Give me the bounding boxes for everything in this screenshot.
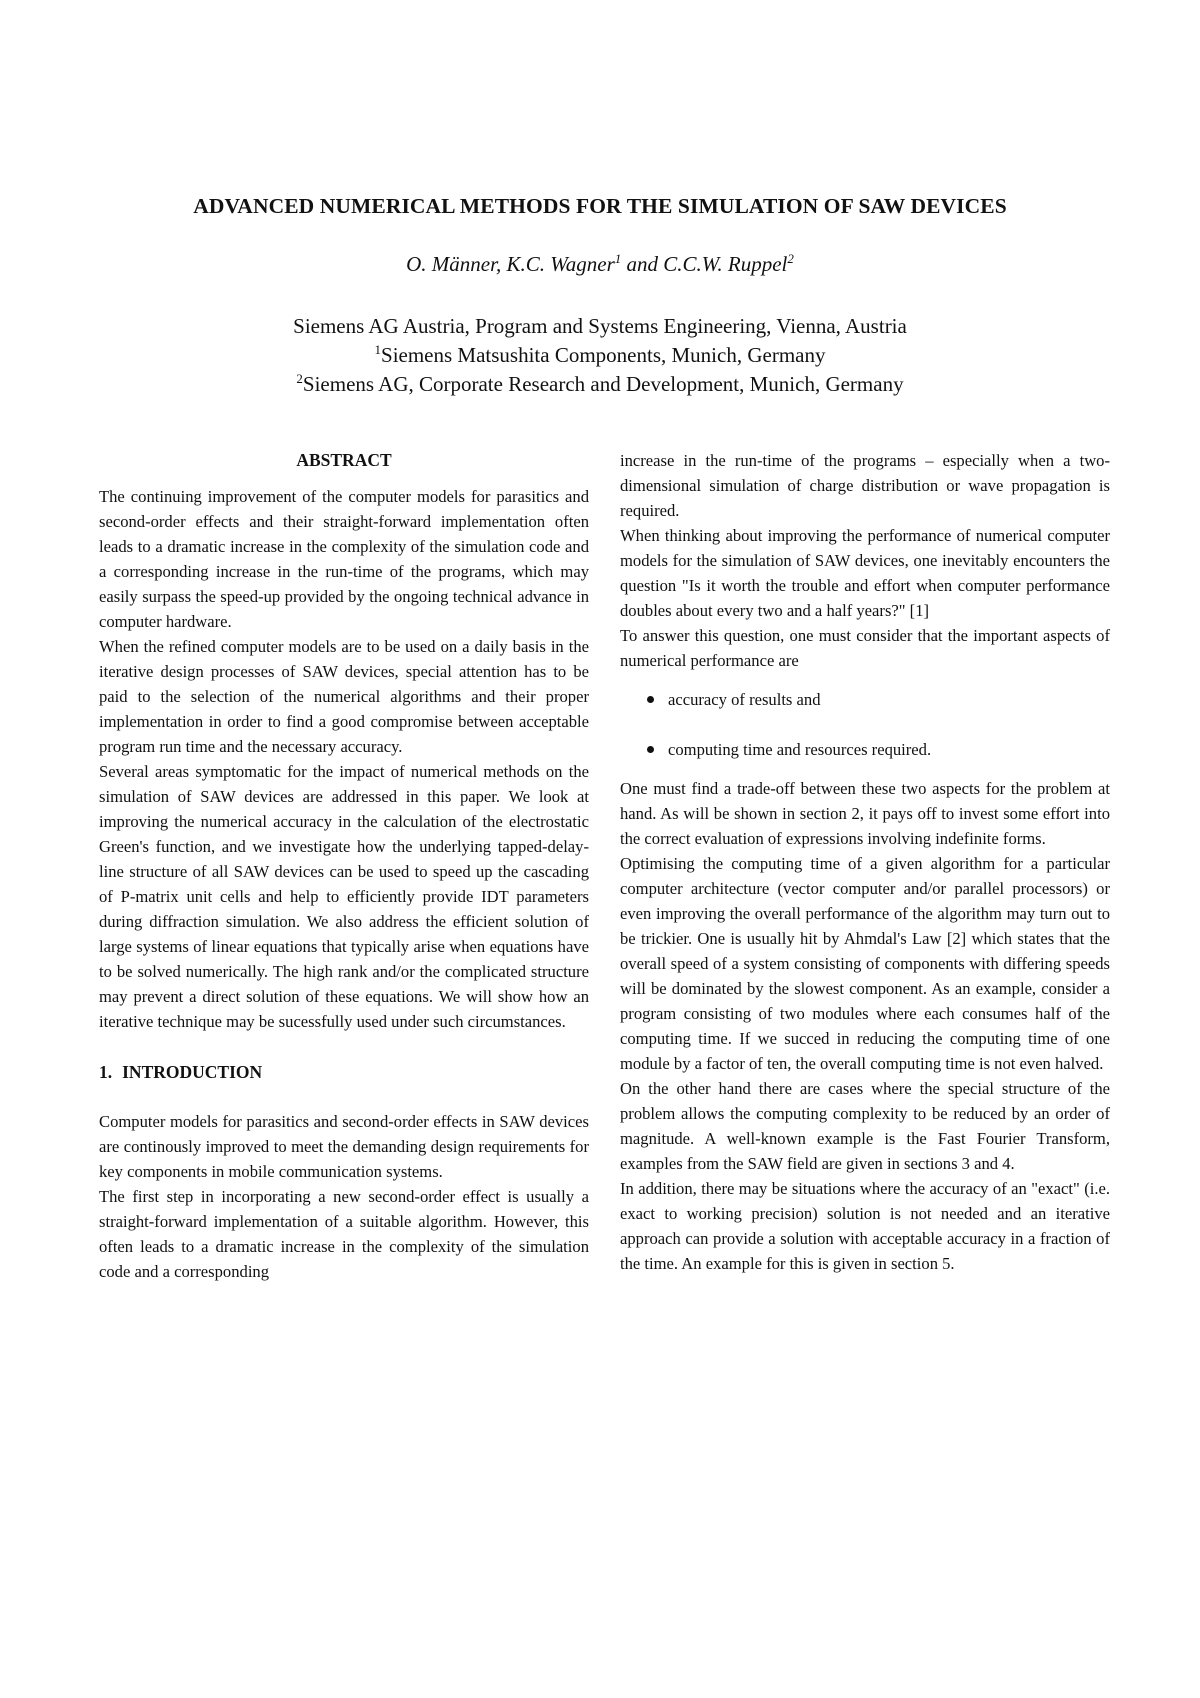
section-heading-introduction — [99, 1060, 589, 1085]
abstract-heading: ABSTRACT — [296, 450, 392, 470]
affiliation-mark: 2 — [296, 371, 303, 386]
body-paragraph: Optimising the computing time of a given algorithm for a particular computer architecture (vector computer and/or parallel processors) or even improving the overall performance of the algorithm may turn out to be trickier. One is usually hit by Ahmdal's Law [2] which states that the overall speed of a system consisting of components with differing speeds will be dominated by the slowest component. As an example, consider a program consisting of two modules where each consumes half of the computing time. If we succed in reducing the computing time of one module by a factor of ten, the overall computing time is not even halved. — [620, 854, 1110, 1073]
body-paragraph: One must find a trade-off between these two aspects for the problem at hand. As will be shown in section 2, it pays off to invest some effort into the correct evaluation of expressions involving indefinite forms. — [620, 779, 1110, 848]
bullet-icon — [647, 746, 654, 753]
affiliation-1 — [0, 341, 1200, 370]
section-number: 1. — [99, 1062, 113, 1082]
abstract-paragraph: The continuing improvement of the computer models for parasitics and second-order effects and their straight-forward implementation often leads to a dramatic increase in the complexity of the simulation code and a corresponding increase in the run-time of the programs, which may easily surpass the speed-up provided by the ongoing technical advance in computer hardware. — [99, 487, 589, 631]
affiliation-2 — [0, 370, 1200, 399]
bullet-list — [620, 687, 1110, 762]
body-paragraph: In addition, there may be situations where the accuracy of an "exact" (i.e. exact to working precision) solution is not needed and an iterative approach can provide a solution with acceptable accuracy in a fraction of the time. An example for this is given in section 5. — [620, 1179, 1110, 1273]
bullet-text: computing time and resources required. — [668, 740, 932, 759]
right-column — [620, 448, 1110, 1276]
author-affil-mark-2: 2 — [787, 251, 794, 266]
affiliations — [0, 312, 1200, 399]
affiliation-text: Siemens Matsushita Components, Munich, Germany — [381, 343, 826, 367]
affiliation-text: Siemens AG Austria, Program and Systems Engineering, Vienna, Austria — [293, 314, 907, 338]
body-paragraph: Computer models for parasitics and second-order effects in SAW devices are continously improved to meet the demanding design requirements for key components in mobile communication systems. — [99, 1112, 589, 1181]
body-paragraph: When thinking about improving the performance of numerical computer models for the simulation of SAW devices, one inevitably encounters the question "Is it worth the trouble and effort when computer performance doubles about every two and a half years?" [1] — [620, 526, 1110, 620]
body-paragraph: increase in the run-time of the programs – especially when a two-dimensional simulation of charge distribution or wave propagation is required. — [620, 451, 1110, 520]
affiliation-0 — [0, 312, 1200, 341]
bullet-item — [620, 687, 1110, 712]
affiliation-mark: 1 — [374, 342, 382, 357]
bullet-text: accuracy of results and — [668, 690, 821, 709]
bullet-item — [620, 737, 1110, 762]
section-title: INTRODUCTION — [122, 1062, 263, 1082]
body-paragraph: The first step in incorporating a new second-order effect is usually a straight-forward implementation of a suitable algorithm. However, this often leads to a dramatic increase in the complexity of the simulation code and a corresponding — [99, 1187, 589, 1281]
body-paragraph: On the other hand there are cases where the special structure of the problem allows the computing complexity to be reduced by an order of magnitude. A well-known example is the Fast Fourier Transform, examples from the SAW field are given in sections 3 and 4. — [620, 1079, 1110, 1173]
affiliation-text: Siemens AG, Corporate Research and Development, Munich, Germany — [302, 372, 904, 396]
left-column — [99, 448, 589, 1284]
author-line — [0, 252, 1200, 277]
bullet-icon — [647, 696, 654, 703]
abstract-paragraph: When the refined computer models are to be used on a daily basis in the iterative design processes of SAW devices, special attention has to be paid to the selection of the numerical algorithms and their proper implementation in order to find a good compromise between acceptable program run time and the necessary accuracy. — [99, 637, 589, 756]
author-affil-mark-1: 1 — [614, 251, 622, 266]
paper-title: ADVANCED NUMERICAL METHODS FOR THE SIMULATION OF SAW DEVICES — [193, 194, 1007, 218]
author-names-last: and C.C.W. Ruppel — [621, 252, 788, 276]
abstract-paragraph: Several areas symptomatic for the impact of numerical methods on the simulation of SAW devices are addressed in this paper. We look at improving the numerical accuracy in the calculation of the electrostatic Green's function, and we investigate how the underlying tapped-delay-line structure of all SAW devices can be used to speed up the cascading of P-matrix unit cells and help to efficiently provide IDT parameters during diffraction simulation. We also address the efficient solution of large systems of linear equations that typically arise when equations have to be solved numerically. The high rank and/or the complicated structure may prevent a direct solution of these equations. We will show how an iterative technique may be sucessfully used under such circumstances. — [99, 762, 589, 1031]
body-paragraph: To answer this question, one must consider that the important aspects of numerical performance are — [620, 626, 1110, 670]
author-names: O. Männer, K.C. Wagner — [406, 252, 615, 276]
